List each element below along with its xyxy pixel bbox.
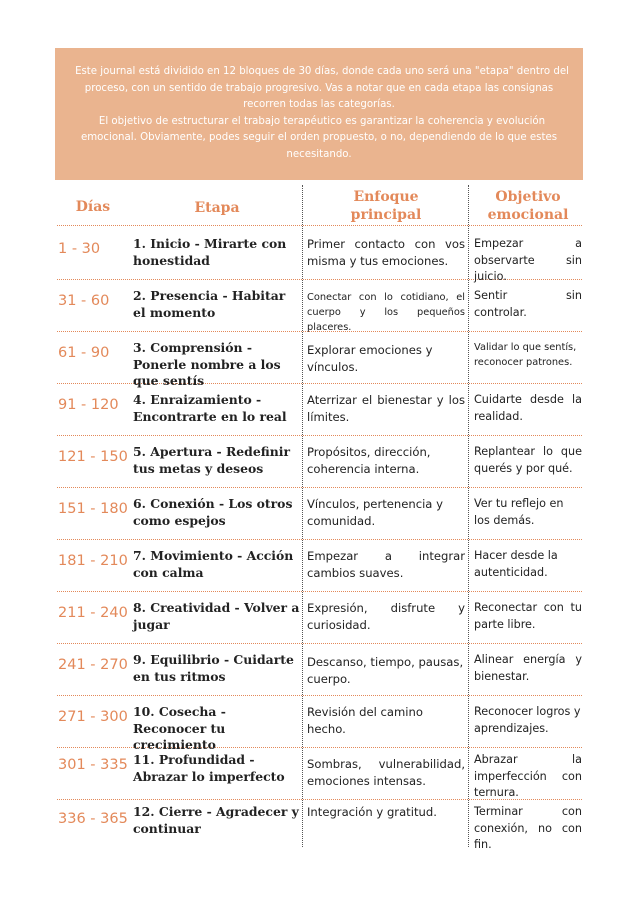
- row-4-enfoque: Aterrizar el bienestar y los límites.: [307, 393, 465, 424]
- row-2-objetivo: Sentir sin controlar.: [474, 289, 582, 319]
- row-6-dias: 151 - 180: [58, 501, 128, 517]
- row-11-enfoque: Sombras, vulnerabilidad, emociones intensas.: [307, 757, 465, 788]
- row-12-enfoque: Integración y gratitud.: [307, 805, 437, 819]
- row-8-objetivo: Reconectar con tu parte libre.: [474, 601, 582, 631]
- row-9-enfoque: Descanso, tiempo, pausas, cuerpo.: [307, 655, 464, 686]
- row-12-objetivo: Terminar con conexión, no con fin.: [474, 805, 582, 851]
- row-1-dias: 1 - 30: [58, 241, 101, 257]
- row-2-enfoque: Conectar con lo cotidiano, el cuerpo y los pequeños placeres.: [307, 292, 465, 333]
- row-divider: [57, 695, 582, 696]
- row-3-etapa: 3. Comprensión - Ponerle nombre a los que sentís: [133, 340, 281, 388]
- header-etapa: Etapa: [194, 200, 240, 216]
- row-7-dias: 181 - 210: [58, 553, 128, 569]
- row-4-dias: 91 - 120: [58, 397, 119, 413]
- row-11-etapa: 11. Profundidad - Abrazar lo imperfecto: [133, 752, 285, 784]
- row-11-objetivo: Abrazar la imperfección con ternura.: [474, 753, 582, 799]
- row-5-objetivo: Replantear lo que querés y por qué.: [474, 445, 582, 475]
- row-divider: [57, 643, 582, 644]
- row-8-enfoque: Expresión, disfrute y curiosidad.: [307, 601, 465, 632]
- row-3-enfoque: Explorar emociones y vínculos.: [307, 343, 433, 374]
- row-4-objetivo: Cuidarte desde la realidad.: [474, 393, 582, 423]
- row-4-etapa: 4. Enraizamiento - Encontrarte en lo real: [133, 392, 287, 424]
- intro-paragraph-1: Este journal está dividido en 12 bloques de 30 días, donde cada uno será una "etapa" dentro del proceso, con un sentido de trabajo progresivo. Vas a notar que en cada etapa las consignas recorren todas las categorías.: [75, 66, 569, 110]
- row-5-dias: 121 - 150: [58, 449, 128, 465]
- row-10-etapa: 10. Cosecha - Reconocer tu crecimiento: [133, 704, 226, 752]
- row-8-dias: 211 - 240: [58, 605, 128, 621]
- row-11-dias: 301 - 335: [58, 757, 128, 773]
- row-2-etapa: 2. Presencia - Habitar el momento: [133, 288, 286, 320]
- row-7-enfoque: Empezar a integrar cambios suaves.: [307, 549, 465, 580]
- row-6-etapa: 6. Conexión - Los otros como espejos: [133, 496, 293, 528]
- header-dias: Días: [75, 199, 111, 215]
- row-divider: [57, 225, 582, 226]
- row-7-objetivo: Hacer desde la autenticidad.: [474, 549, 558, 579]
- row-12-etapa: 12. Cierre - Agradecer y continuar: [133, 804, 299, 836]
- row-divider: [57, 435, 582, 436]
- row-10-enfoque: Revisión del camino hecho.: [307, 705, 423, 736]
- row-1-objetivo: Empezar a observarte sin juicio.: [474, 237, 582, 283]
- intro-paragraph-2: El objetivo de estructurar el trabajo terapéutico es garantizar la coherencia y evolución emocional. Obviamente, podes seguir el orden propuesto, o no, dependiendo de lo que estes necesitando.: [80, 115, 558, 160]
- header-enfoque: Enfoque principal: [350, 189, 422, 223]
- row-10-dias: 271 - 300: [58, 709, 128, 725]
- row-7-etapa: 7. Movimiento - Acción con calma: [133, 548, 294, 580]
- row-divider: [57, 487, 582, 488]
- row-1-etapa: 1. Inicio - Mirarte con honestidad: [133, 236, 287, 268]
- row-3-dias: 61 - 90: [58, 345, 110, 361]
- row-1-enfoque: Primer contacto con vos misma y tus emociones.: [307, 237, 465, 268]
- row-6-objetivo: Ver tu reflejo en los demás.: [474, 497, 564, 527]
- header-objetivo: Objetivo emocional: [487, 189, 569, 223]
- row-5-etapa: 5. Apertura - Redefinir tus metas y deseos: [133, 444, 290, 476]
- row-8-etapa: 8. Creatividad - Volver a jugar: [133, 600, 300, 632]
- row-2-dias: 31 - 60: [58, 293, 110, 309]
- row-9-etapa: 9. Equilibrio - Cuidarte en tus ritmos: [133, 652, 294, 684]
- row-9-dias: 241 - 270: [58, 657, 128, 673]
- row-3-objetivo: Validar lo que sentís, reconocer patrones.: [474, 342, 577, 368]
- row-divider: [57, 539, 582, 540]
- row-12-dias: 336 - 365: [58, 811, 128, 827]
- row-10-objetivo: Reconocer logros y aprendizajes.: [474, 705, 581, 735]
- row-9-objetivo: Alinear energía y bienestar.: [474, 653, 582, 683]
- intro-box: [55, 48, 583, 180]
- row-divider: [57, 591, 582, 592]
- row-5-enfoque: Propósitos, dirección, coherencia interna.: [307, 445, 431, 476]
- row-6-enfoque: Vínculos, pertenencia y comunidad.: [307, 497, 443, 528]
